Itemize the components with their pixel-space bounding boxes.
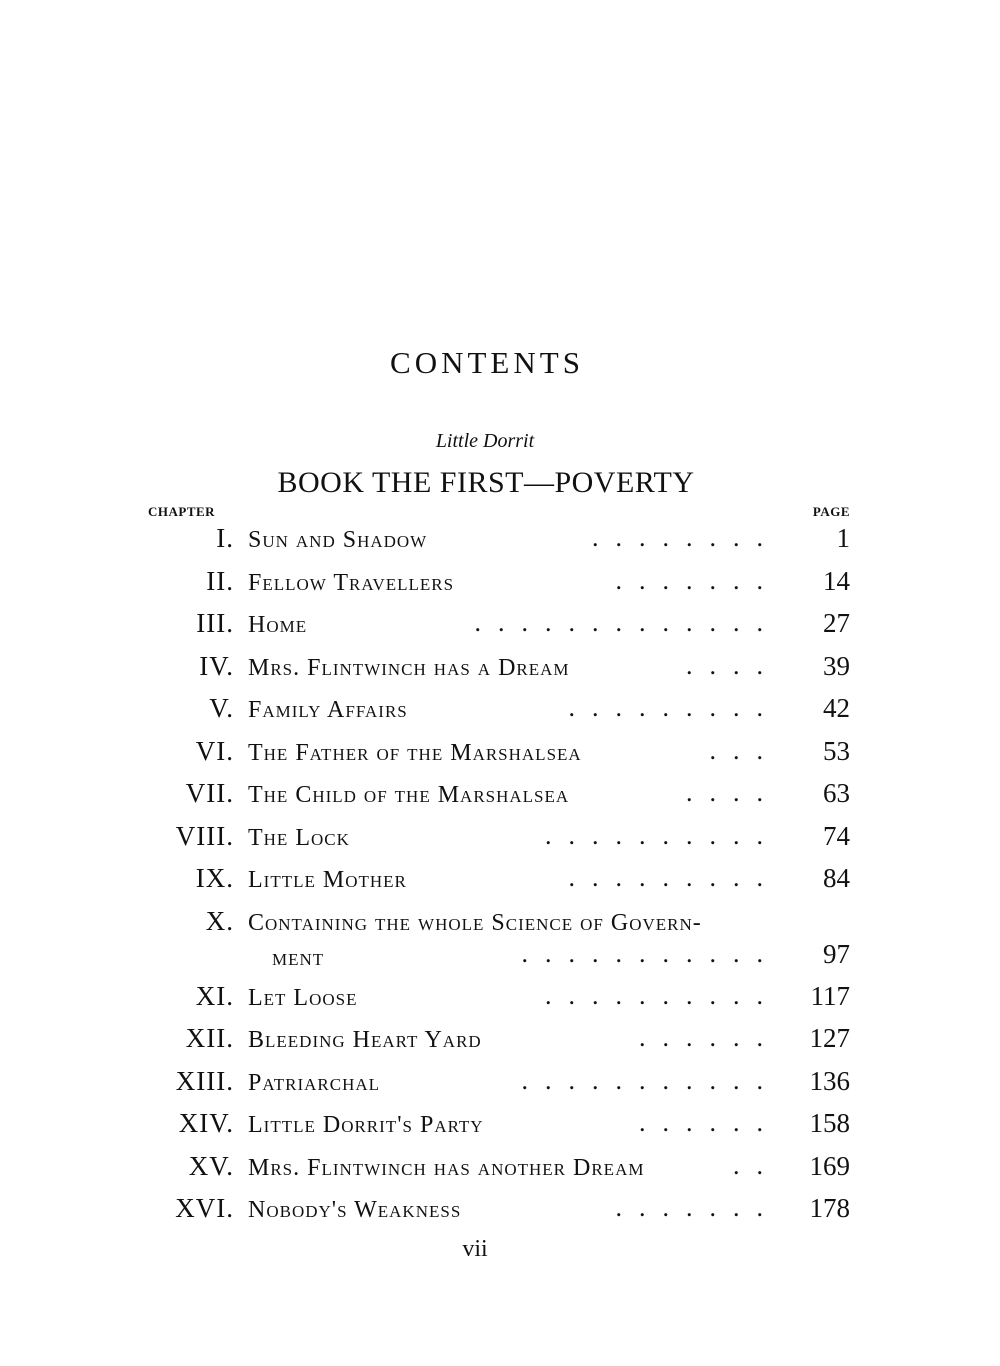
chapter-number: VIII. (175, 820, 234, 851)
page-number: 63 (823, 778, 850, 808)
chapter-number: XII. (185, 1023, 234, 1053)
dot-leader: ... (709, 735, 780, 765)
page-number: 53 (823, 735, 850, 766)
page-number: 97 (823, 938, 850, 969)
dot-leader: .......... (545, 980, 780, 1010)
dot-leader: ........... (521, 938, 780, 968)
dot-leader: ...... (639, 1108, 780, 1137)
chapter-title: Nobody's Weakness (248, 1197, 462, 1223)
chapter-title-continuation: ment (272, 944, 325, 971)
chapter-title: Mrs. Flintwinch has a Dream (248, 654, 570, 681)
toc-entry (0, 1147, 1000, 1190)
chapter-number: II. (206, 565, 234, 596)
dot-leader: ....... (615, 1193, 780, 1222)
chapter-title: Mrs. Flintwinch has another Dream (248, 1154, 645, 1181)
chapter-number: XIII. (175, 1065, 234, 1096)
toc-entry (0, 604, 1000, 647)
chapter-number: I. (216, 523, 234, 553)
page-folio: vii (462, 1236, 488, 1262)
dot-leader: .... (686, 778, 780, 807)
chapter-title: Family Affairs (248, 697, 408, 723)
dot-leader: .......... (545, 820, 780, 850)
page-title: CONTENTS (390, 345, 584, 380)
book-subtitle: Little Dorrit (435, 430, 535, 452)
dot-leader: ........... (521, 1065, 780, 1095)
chapter-number: III. (196, 608, 234, 638)
chapter-title: Patriarchal (248, 1069, 381, 1096)
page-number: 169 (809, 1150, 850, 1181)
chapter-number: IV. (199, 650, 234, 681)
page-number: 1 (836, 523, 850, 553)
toc-entry (0, 1019, 1000, 1062)
toc-entry (0, 859, 1000, 902)
toc-entry (0, 647, 1000, 690)
table-of-contents (0, 519, 1000, 1232)
toc-entry (0, 1062, 1000, 1105)
chapter-title: Containing the whole Science of Govern- (248, 909, 702, 936)
toc-entry (0, 817, 1000, 860)
dot-leader: ......... (568, 693, 780, 722)
page-number: 27 (823, 608, 850, 638)
toc-entry (0, 562, 1000, 605)
chapter-title: Home (248, 612, 308, 638)
book-heading: BOOK THE FIRST—POVERTY (277, 466, 695, 499)
chapter-number: X. (205, 905, 234, 936)
chapter-number: VI. (195, 735, 234, 766)
dot-leader: ...... (639, 1023, 780, 1052)
page-column-header: PAGE (812, 504, 850, 519)
page-number: 74 (823, 820, 850, 851)
toc-entry (0, 774, 1000, 817)
chapter-number: XI. (195, 980, 234, 1011)
dot-leader: ....... (615, 565, 780, 595)
chapter-title: Sun and Shadow (248, 527, 428, 553)
toc-entry (0, 1104, 1000, 1147)
page-number: 127 (809, 1023, 850, 1053)
page-number: 14 (823, 565, 850, 596)
chapter-title: Fellow Travellers (248, 569, 455, 596)
chapter-title: The Father of the Marshalsea (248, 739, 582, 766)
chapter-number: V. (209, 693, 234, 723)
chapter-title: Little Dorrit's Party (248, 1112, 484, 1138)
page-number: 84 (823, 863, 850, 893)
dot-leader: ........ (592, 523, 780, 552)
chapter-title: The Lock (248, 824, 350, 851)
dot-leader: .... (686, 650, 780, 680)
page-number: 39 (823, 650, 850, 681)
chapter-title: The Child of the Marshalsea (248, 782, 570, 808)
chapter-number: XV. (188, 1150, 234, 1181)
chapter-column-header: CHAPTER (148, 504, 216, 519)
page-number: 178 (809, 1193, 850, 1223)
toc-entry (0, 1189, 1000, 1232)
chapter-number: IX. (195, 863, 234, 893)
page-number: 117 (810, 980, 850, 1011)
chapter-number: XVI. (175, 1193, 234, 1223)
chapter-number: VII. (185, 778, 234, 808)
toc-entry (0, 977, 1000, 1020)
chapter-title: Bleeding Heart Yard (248, 1027, 482, 1053)
dot-leader: ......... (568, 863, 780, 892)
dot-leader: .. (733, 1150, 780, 1180)
chapter-number: XIV. (178, 1108, 234, 1138)
toc-entry (0, 519, 1000, 562)
chapter-title: Let Loose (248, 984, 358, 1011)
chapter-title: Little Mother (248, 867, 407, 893)
page-number: 136 (809, 1065, 850, 1096)
toc-entry (0, 732, 1000, 775)
page-number: 42 (823, 693, 850, 723)
toc-entry (0, 689, 1000, 732)
dot-leader: ............. (474, 608, 780, 637)
toc-entry (0, 902, 1000, 977)
page-number: 158 (809, 1108, 850, 1138)
